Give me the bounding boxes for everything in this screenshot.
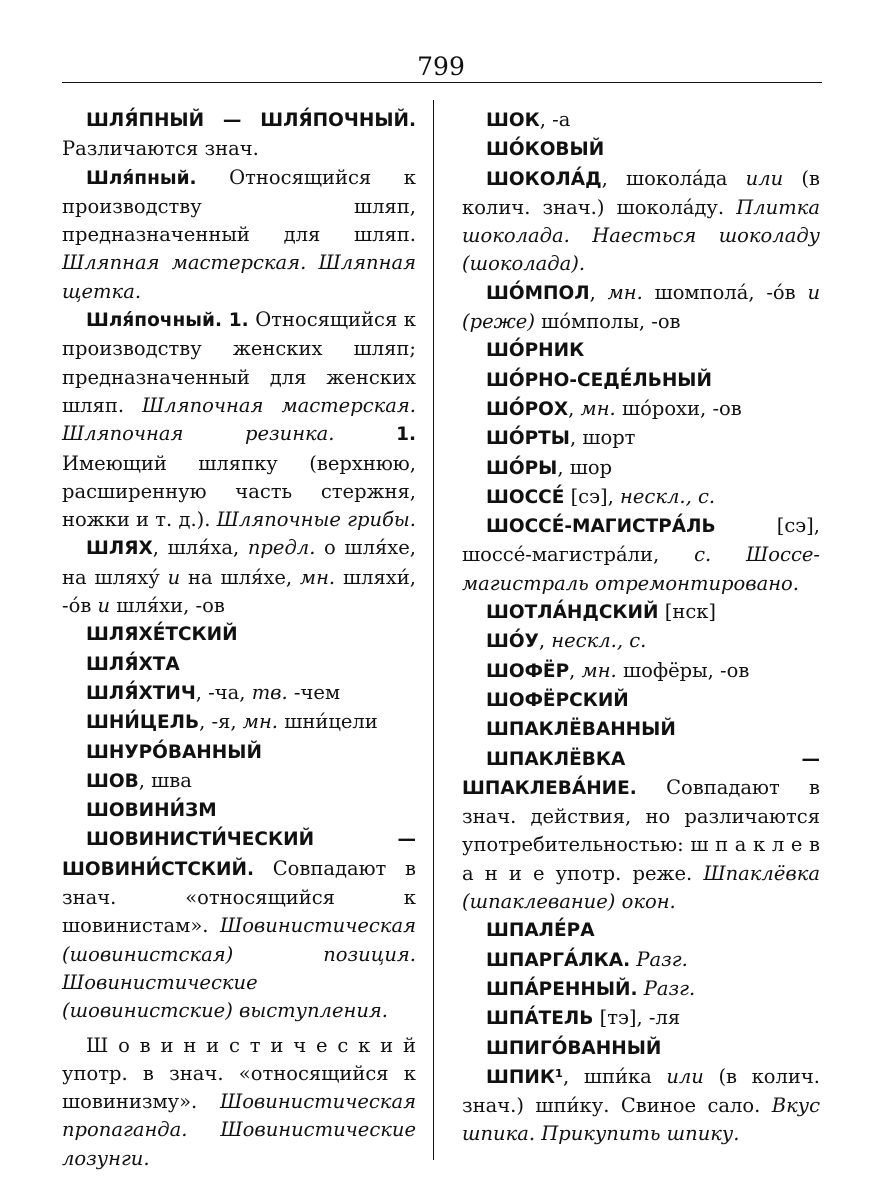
dictionary-entry xyxy=(462,336,820,365)
entry-text: , шорт xyxy=(569,426,636,450)
headword: ШО́У xyxy=(486,631,539,653)
headword: ШЛЯ́ПНЫЙ — ШЛЯ́ПОЧНЫЙ. xyxy=(86,110,416,131)
dictionary-entry xyxy=(462,745,820,917)
dictionary-entry xyxy=(462,627,820,656)
dictionary-entry xyxy=(462,598,820,627)
dictionary-entry xyxy=(462,454,820,483)
headword: ШПАЛЕ́РА xyxy=(486,920,595,942)
dictionary-entry xyxy=(462,1034,820,1063)
dictionary-entry xyxy=(462,657,820,686)
entry-text: (в колич. знач.) шпи́ку. Свиное сало. xyxy=(462,1064,821,1118)
dictionary-entry xyxy=(62,306,416,534)
italic-text: или xyxy=(745,166,784,190)
dictionary-entry xyxy=(462,106,820,135)
entry-text: [тэ], -ля xyxy=(593,1006,681,1030)
entry-text xyxy=(335,422,397,445)
right-column xyxy=(462,106,820,1149)
italic-text: Вкус шпика. Прикупить шпику. xyxy=(462,1094,820,1146)
headword: ШПАРГА́ЛКА. xyxy=(486,949,631,971)
page-number: 799 xyxy=(417,52,465,81)
italic-text: и (реже) xyxy=(462,280,820,334)
entry-text: , шва xyxy=(138,768,192,792)
dictionary-entry xyxy=(62,679,416,708)
header-rule xyxy=(62,82,822,83)
headword: ШОССЕ́-МАГИСТРА́ЛЬ xyxy=(486,516,716,538)
dictionary-entry xyxy=(62,1032,416,1173)
dictionary-entry xyxy=(462,483,820,512)
entry-text: шо́рохи, -ов xyxy=(615,396,742,420)
entry-text: шни́цели xyxy=(278,710,378,734)
entry-text: шомпола́, -о́в xyxy=(642,280,808,304)
entry-text: Совпадают в знач. «относящийся к шовинистам». xyxy=(62,856,416,938)
entry-text: Совпадают в знач. действия, но различаются употребительностью: ш п а к л е в а н и е употр. реже. xyxy=(462,775,820,885)
entry-text: , xyxy=(538,629,552,653)
italic-text: Шляпочная мастерская. Шляпочная резинка. xyxy=(62,393,416,446)
entry-text: Относящийся к производству шляп, предназначенный для шляп. xyxy=(62,165,416,247)
italic-text: тв. xyxy=(251,680,288,704)
entry-text: , -ча, xyxy=(195,680,252,704)
headword: ШО́КОВЫЙ xyxy=(486,139,605,161)
entry-text: , -я, xyxy=(199,710,243,734)
headword: ШНИ́ЦЕЛЬ xyxy=(86,712,200,734)
entry-text: , шпи́ка xyxy=(563,1064,667,1088)
headword: ШПА́ТЕЛЬ xyxy=(486,1008,594,1030)
headword: ШОССЕ́ xyxy=(486,486,565,508)
italic-text: Шовинистическая пропаганда. Шовинистические лозунги. xyxy=(62,1090,416,1170)
headword: ШОТЛА́НДСКИЙ xyxy=(486,602,659,624)
headword: Шля́пный. xyxy=(86,167,197,189)
italic-text: нескл., с. xyxy=(551,629,647,653)
dictionary-entry xyxy=(462,946,820,975)
entry-text: шо́мполы, -ов xyxy=(534,310,681,334)
italic-text: Плитка шоколада. Наесться шоколаду (шоколада). xyxy=(462,195,820,276)
headword: ШОФЁР xyxy=(486,660,570,682)
entry-text: , шля́ха, xyxy=(152,536,248,560)
headword: Шля́почный. 1. xyxy=(86,310,249,332)
italic-text: мн. xyxy=(242,710,278,734)
headword: ШПИК¹ xyxy=(486,1066,564,1088)
italic-text: мн. xyxy=(299,565,336,589)
column-divider xyxy=(433,100,434,1160)
italic-text: Шляпная мастерская. Шляпная щетка. xyxy=(62,251,416,303)
entry-text: -чем xyxy=(287,680,341,704)
dictionary-entry xyxy=(462,424,820,453)
italic-text: Разг. xyxy=(643,976,696,1000)
headword: ШОФЁРСКИЙ xyxy=(486,689,629,711)
dictionary-entry xyxy=(462,135,820,164)
italic-text: Шляпочные грибы. xyxy=(216,508,417,532)
left-column xyxy=(62,106,416,1173)
dictionary-entry xyxy=(462,1004,820,1033)
headword: ШПАКЛЁВАННЫЙ xyxy=(486,719,676,741)
italic-text: и xyxy=(167,565,181,589)
entry-text: , шор xyxy=(557,455,613,479)
entry-text: шляхи́, -о́в xyxy=(62,565,417,618)
headword: ШО́МПОЛ xyxy=(486,282,590,304)
entry-text: Имеющий шляпку (верхнюю, расширенную часть стержня, ножки и т. д.). xyxy=(62,451,416,532)
entry-text: шля́хи, -ов xyxy=(110,594,225,618)
entry-text: на шля́хе, xyxy=(180,565,300,589)
headword: ШОВИНИСТИ́ЧЕСКИЙ — ШОВИНИ́СТСКИЙ. xyxy=(62,829,416,880)
entry-text: [нск] xyxy=(658,600,717,624)
entry-text: [сэ], xyxy=(564,484,621,508)
headword: ШО́РОХ xyxy=(486,398,569,420)
dictionary-entry xyxy=(62,708,416,737)
dictionary-entry xyxy=(462,686,820,715)
italic-text: мн. xyxy=(581,658,617,682)
entry-text: , xyxy=(589,280,608,304)
headword: ШПА́РЕННЫЙ. xyxy=(486,978,638,1000)
dictionary-entry xyxy=(62,825,416,1025)
dictionary-entry xyxy=(462,916,820,945)
headword: ШО́РТЫ xyxy=(486,428,570,450)
dictionary-entry xyxy=(62,164,416,306)
dictionary-entry xyxy=(62,650,416,679)
italic-text: или xyxy=(666,1064,704,1088)
headword: ШЛЯ́ХТИЧ xyxy=(86,682,196,704)
dictionary-entry xyxy=(62,106,416,164)
dictionary-entry xyxy=(462,975,820,1004)
headword: ШОКОЛА́Д xyxy=(486,168,602,190)
headword: ШОВИНИ́ЗМ xyxy=(86,800,217,822)
entry-text: (в колич. знач.) шокола́ду. xyxy=(462,166,820,219)
headword: ШЛЯХ xyxy=(86,538,153,560)
dictionary-entry xyxy=(462,165,820,279)
headword: ШПАКЛЁВКА — ШПАКЛЕВА́НИЕ. xyxy=(462,748,820,799)
italic-text: нескл., с. xyxy=(620,484,716,508)
headword: ШПИГО́ВАННЫЙ xyxy=(486,1037,662,1059)
entry-text: Ш о в и н и с т и ч е с к и й употр. в знач. «относящийся к шовинизму». xyxy=(62,1033,416,1114)
headword: ШОК xyxy=(486,110,540,131)
headword: 1. xyxy=(396,424,417,446)
dictionary-entry xyxy=(62,738,416,767)
headword: ШЛЯХЕ́ТСКИЙ xyxy=(86,624,238,646)
dictionary-entry xyxy=(462,512,820,598)
entry-text: Относящийся к производству женских шляп; предназначенный для женских шляп. xyxy=(62,308,416,417)
italic-text: мн. xyxy=(580,396,616,420)
headword: ШО́РНО-СЕДЕ́ЛЬНЫЙ xyxy=(486,369,712,391)
dictionary-entry xyxy=(462,1063,820,1149)
entry-text: [сэ], шоссе́-магистра́ли, xyxy=(462,514,820,567)
italic-text: с. Шоссе-магистраль отремонтировано. xyxy=(462,543,821,595)
dictionary-entry xyxy=(62,767,416,796)
dictionary-entry xyxy=(462,279,820,337)
entry-text: о шля́хе, на шляху́ xyxy=(62,536,416,589)
headword: ШНУРО́ВАННЫЙ xyxy=(86,741,262,763)
dictionary-entry xyxy=(62,534,416,620)
entry-text: Различаются знач. xyxy=(62,137,259,161)
italic-text: и xyxy=(97,594,111,618)
entry-text: , xyxy=(568,396,581,420)
italic-text: предл. xyxy=(247,536,316,560)
headword: ШЛЯ́ХТА xyxy=(86,653,180,675)
italic-text: Разг. xyxy=(636,947,688,971)
entry-text: шофёры, -ов xyxy=(616,658,750,682)
headword: ШОВ xyxy=(86,770,139,792)
entry-text: , xyxy=(569,658,582,682)
entry-text: , -а xyxy=(539,108,571,131)
dictionary-entry xyxy=(462,366,820,395)
dictionary-entry xyxy=(462,715,820,744)
dictionary-entry xyxy=(62,796,416,825)
dictionary-entry xyxy=(62,620,416,649)
italic-text: мн. xyxy=(607,280,643,304)
italic-text: Шпаклёвка (шпаклевание) окон. xyxy=(462,861,820,914)
dictionary-entry xyxy=(462,395,820,424)
entry-text: , шокола́да xyxy=(601,166,746,190)
italic-text: Шовинистическая (шовинистская) позиция. Шовинистические (шовинистские) выступления. xyxy=(62,914,416,1023)
headword: ШО́РЫ xyxy=(486,457,558,479)
headword: ШО́РНИК xyxy=(486,340,585,362)
